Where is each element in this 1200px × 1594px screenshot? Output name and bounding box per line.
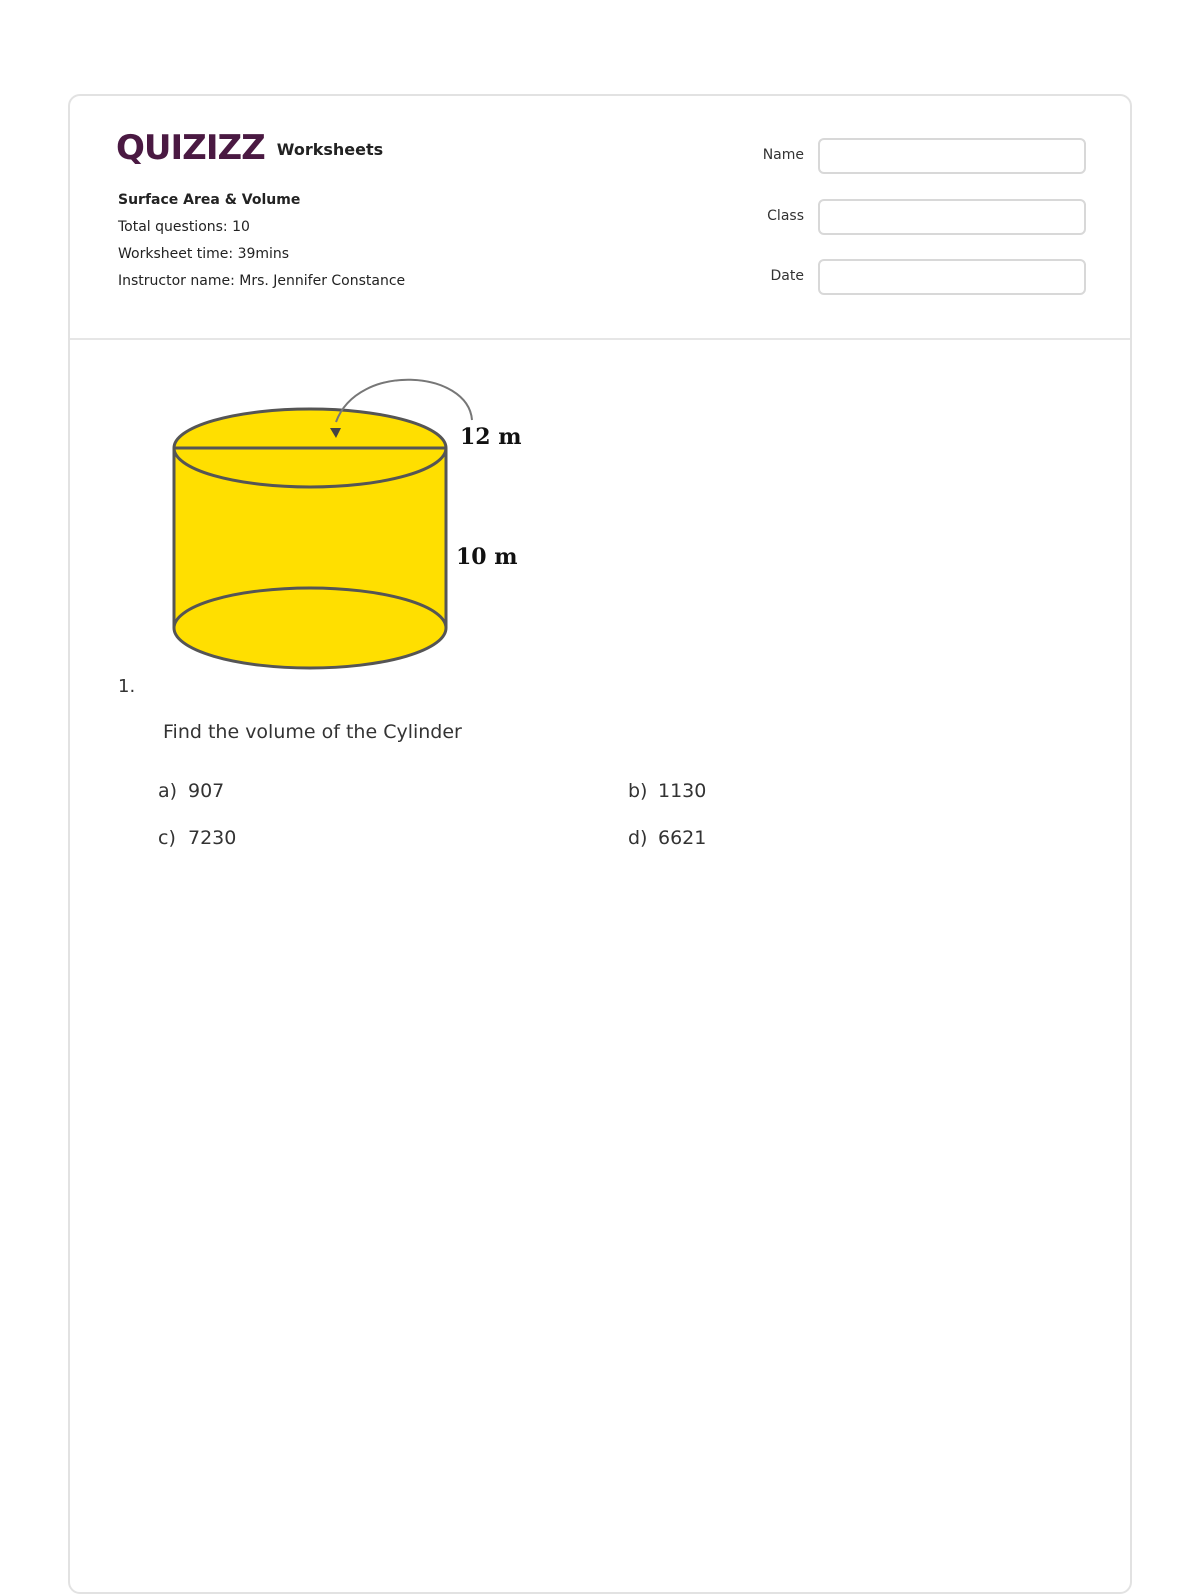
- logo-wordmark: QUIZIZZ: [116, 128, 265, 168]
- class-label: Class: [767, 208, 804, 224]
- worksheet-title: Surface Area & Volume: [118, 192, 301, 208]
- diameter-label: 12 m: [460, 424, 522, 450]
- option-value: 1130: [658, 780, 707, 802]
- date-label: Date: [770, 268, 804, 284]
- date-input[interactable]: [818, 259, 1086, 295]
- name-field: [730, 138, 1088, 174]
- cylinder-bottom: [174, 588, 446, 668]
- class-input[interactable]: [818, 199, 1086, 235]
- name-input[interactable]: [818, 138, 1086, 174]
- date-field: [730, 259, 1088, 295]
- option-letter: a): [158, 780, 178, 802]
- total-questions: Total questions: 10: [118, 219, 250, 235]
- worksheet-info: [118, 192, 405, 300]
- option-a[interactable]: [158, 780, 224, 802]
- cylinder-figure: [168, 376, 548, 676]
- worksheet-time: Worksheet time: 39mins: [118, 246, 290, 262]
- name-label: Name: [762, 147, 804, 163]
- option-c[interactable]: [158, 827, 236, 849]
- worksheet-page: [68, 94, 1132, 1594]
- question-text: Find the volume of the Cylinder: [163, 721, 462, 743]
- option-letter: d): [628, 827, 648, 849]
- option-d[interactable]: [628, 827, 706, 849]
- option-value: 6621: [658, 827, 707, 849]
- class-field: [730, 199, 1088, 235]
- logo-subtitle: Worksheets: [276, 139, 384, 159]
- quizizz-logo: [116, 128, 383, 168]
- worksheet-header: [70, 96, 1130, 340]
- option-letter: b): [628, 780, 648, 802]
- option-letter: c): [158, 827, 176, 849]
- instructor-name: Instructor name: Mrs. Jennifer Constance: [118, 273, 406, 289]
- option-b[interactable]: [628, 780, 706, 802]
- height-label: 10 m: [456, 544, 518, 570]
- option-value: 907: [188, 780, 225, 802]
- question-number: 1.: [118, 676, 136, 697]
- option-value: 7230: [188, 827, 237, 849]
